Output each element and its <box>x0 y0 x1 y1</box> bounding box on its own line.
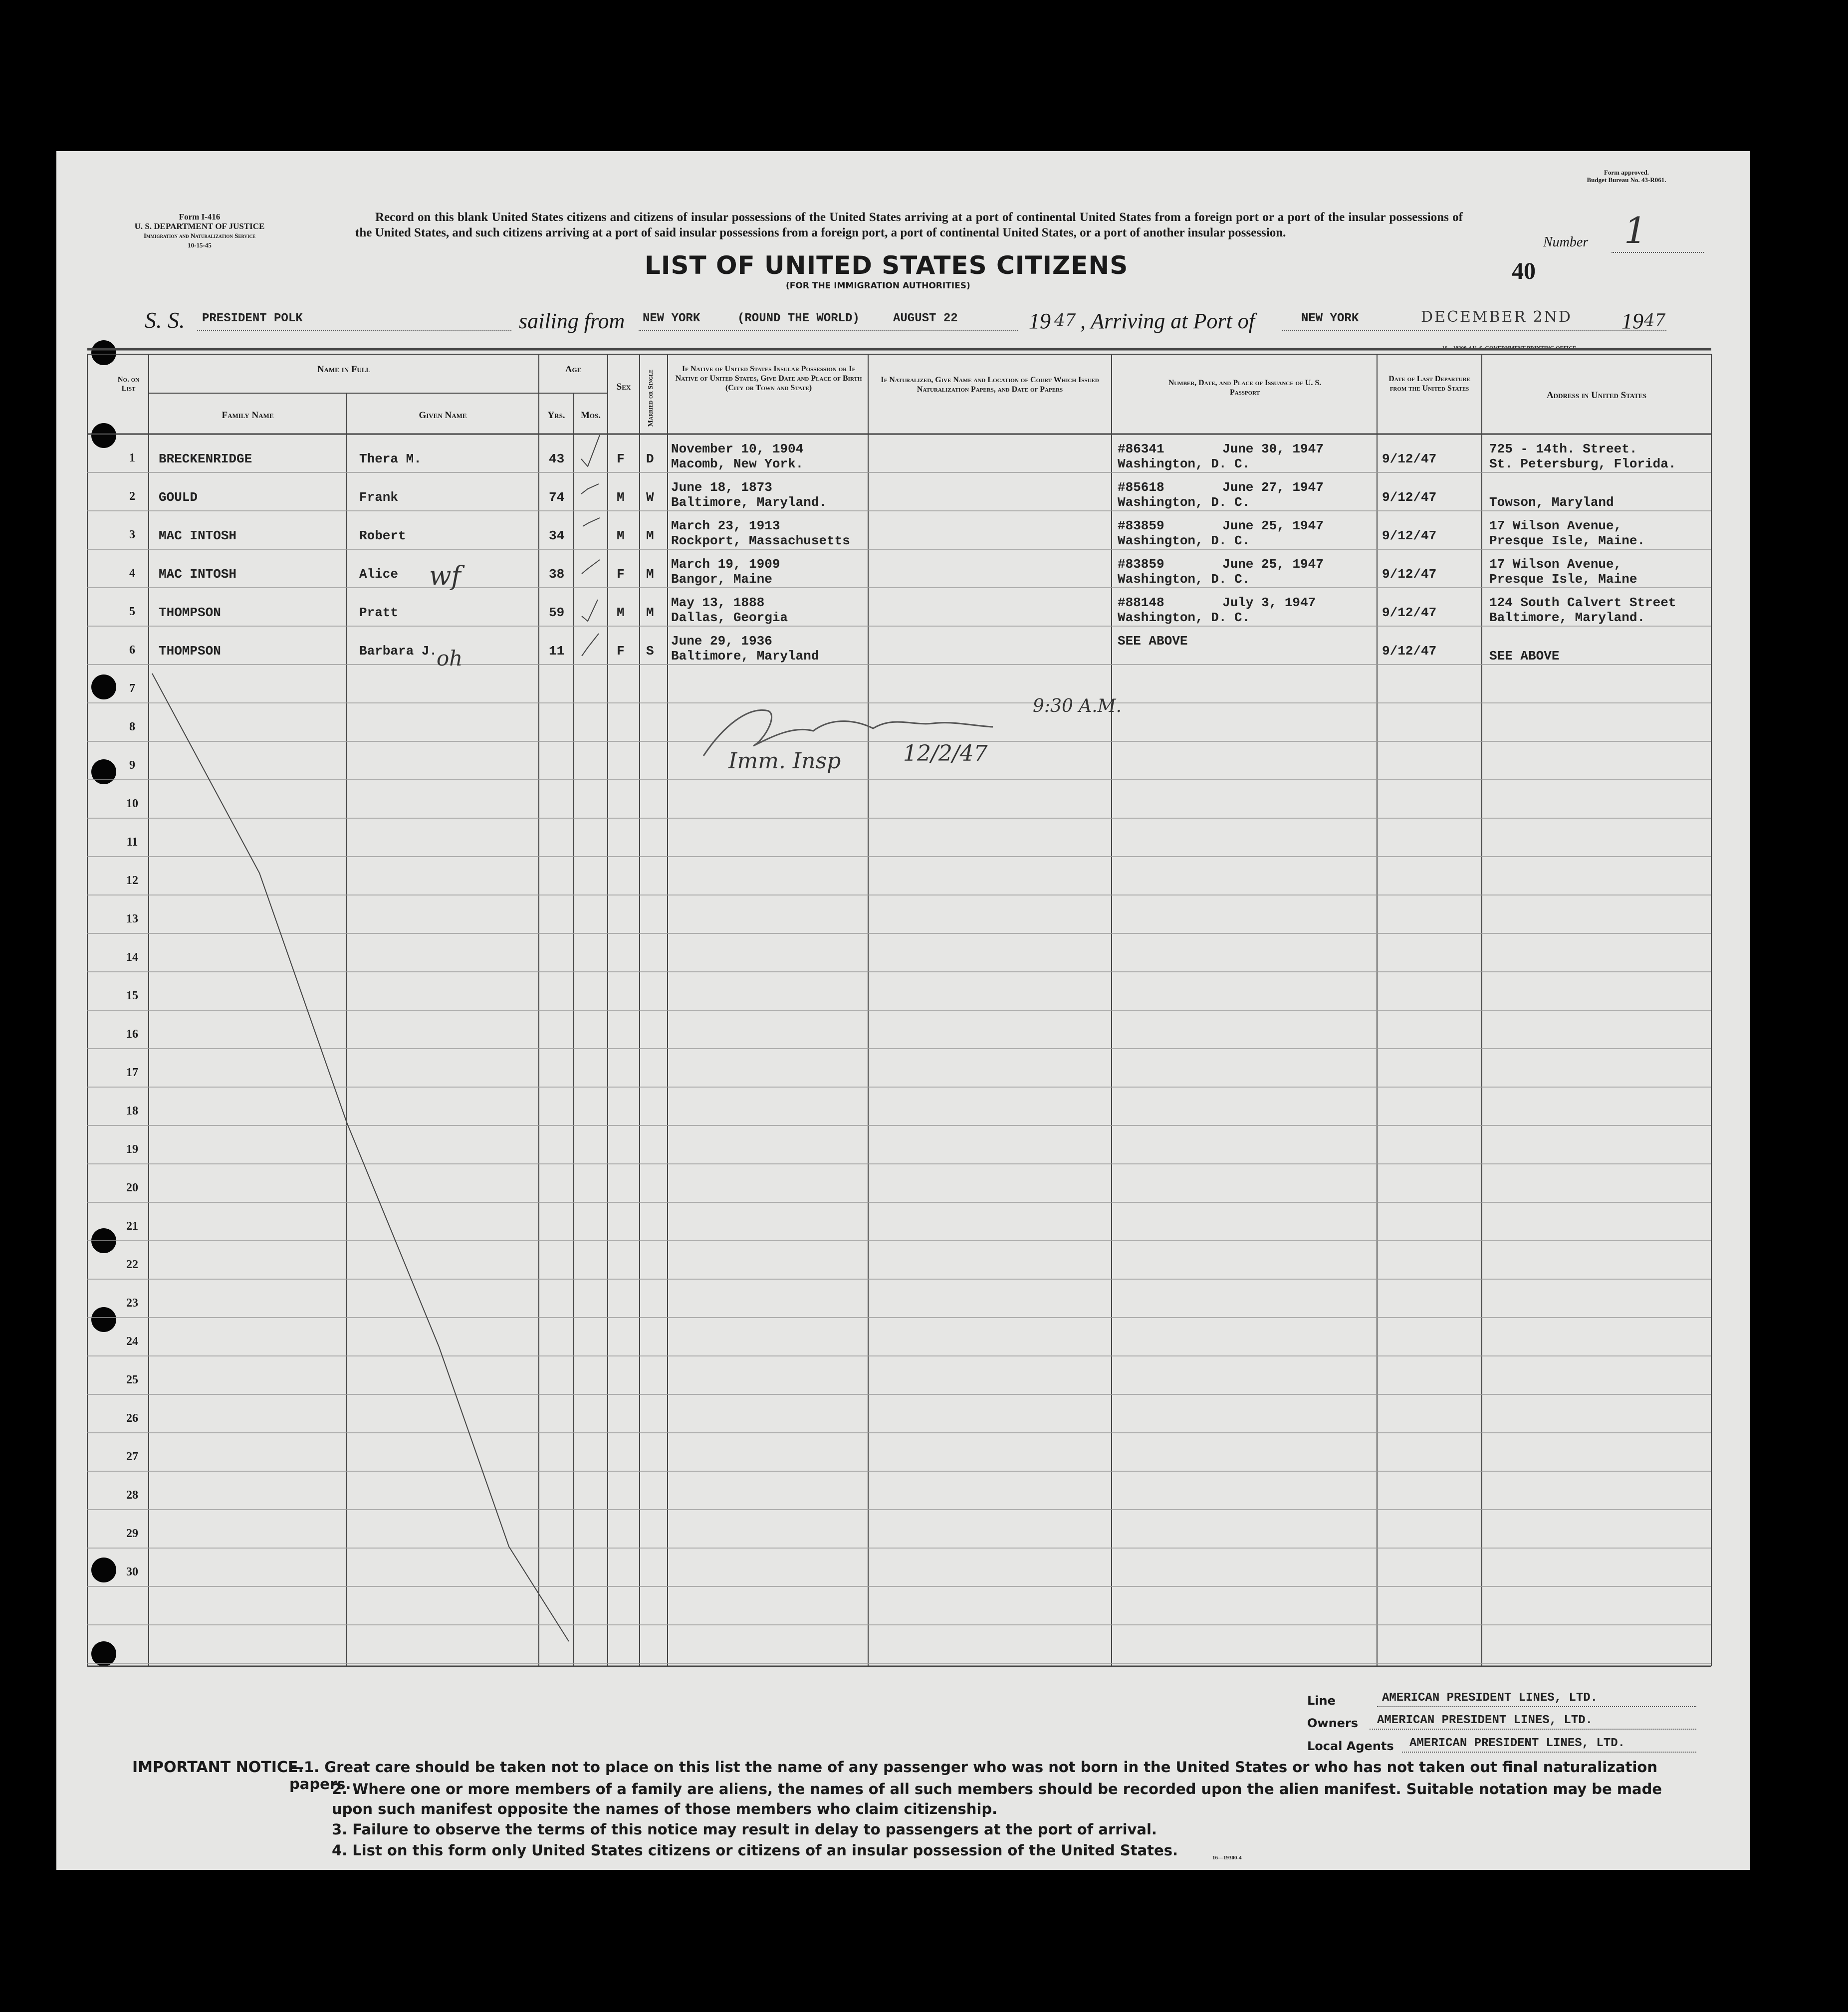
form-date: 10-15-45 <box>188 241 212 249</box>
sex: F <box>617 451 625 466</box>
row-number: 30 <box>126 1565 138 1578</box>
marital-status: W <box>646 490 654 505</box>
passport-place: Washington, D. C. <box>1118 533 1250 548</box>
row-number: 16 <box>126 1028 138 1041</box>
arrival-date: DECEMBER 2ND <box>1421 308 1572 326</box>
passport-number: #83859 <box>1118 557 1164 572</box>
passport-place: Washington, D. C. <box>1118 572 1250 587</box>
birth-place: Bangor, Maine <box>671 572 772 587</box>
year1-prefix: 19 <box>1029 309 1051 333</box>
budget-bureau: Budget Bureau No. 43-R061. <box>1587 176 1666 184</box>
birth-place: Baltimore, Maryland. <box>671 495 827 510</box>
given-name: Barbara J. <box>359 644 438 659</box>
page-stamp: 40 <box>1512 258 1536 284</box>
age-years: 38 <box>549 567 565 582</box>
year1: 47 <box>1054 310 1076 330</box>
row-number: 1 <box>129 451 135 464</box>
col-given: Given Name <box>419 410 467 421</box>
given-name: Frank <box>359 490 399 505</box>
agents-label: Local Agents <box>1307 1739 1394 1753</box>
row-number: 28 <box>126 1489 138 1502</box>
birth-place: Rockport, Massachusetts <box>671 533 850 548</box>
row-number: 20 <box>126 1181 138 1194</box>
family-name: MAC INTOSH <box>159 528 237 543</box>
col-age: Age <box>565 364 582 375</box>
passport-number: #85618 <box>1118 480 1164 495</box>
passport-date: June 25, 1947 <box>1222 557 1324 572</box>
passport-number: SEE ABOVE <box>1118 634 1188 649</box>
row-number: 17 <box>126 1066 138 1079</box>
col-native: If Native of United States Insular Possession or If Native of United States, Give Date and Place of Birth (City or Town and State) <box>675 365 862 392</box>
age-years: 34 <box>549 528 565 543</box>
passport-date: July 3, 1947 <box>1222 595 1316 610</box>
inspection-time: 9:30 A.M. <box>1033 696 1122 716</box>
row-number: 29 <box>126 1527 138 1540</box>
row-number: 21 <box>126 1220 138 1233</box>
passport-number: #86341 <box>1118 442 1164 456</box>
given-name: Pratt <box>359 605 399 620</box>
sex: F <box>617 644 625 659</box>
departure-date: 9/12/47 <box>1382 528 1437 543</box>
col-sex: Sex <box>616 382 631 392</box>
marital-status: M <box>646 528 654 543</box>
initials-barbara: oh <box>437 646 463 671</box>
initials-alice: wf <box>429 561 461 591</box>
route: (ROUND THE WORLD) <box>737 312 860 325</box>
notice-2: 2. Where one or more members of a family are aliens, the names of all such members should be recorded upon the alien manifest. Suitable notation may be made upon such manifest opposite the names of those members who claim citizenship. <box>332 1781 1662 1817</box>
row-number: 18 <box>126 1105 138 1118</box>
row-number: 15 <box>126 989 138 1002</box>
address-line2: Presque Isle, Maine <box>1489 572 1637 587</box>
row-number: 24 <box>126 1335 138 1348</box>
birth-date: November 10, 1904 <box>671 442 804 456</box>
year2-prefix: 19 <box>1621 309 1643 333</box>
departure-port: NEW YORK <box>643 312 700 325</box>
agents-underline <box>1402 1752 1696 1753</box>
departure-date: 9/12/47 <box>1382 567 1437 582</box>
inspection-date: 12/2/47 <box>903 741 988 766</box>
col-naturalized: If Naturalized, Give Name and Location of Court Which Issued Naturalization Papers, and Date of Papers <box>881 376 1099 394</box>
row-number: 27 <box>126 1450 138 1463</box>
age-years: 43 <box>549 451 565 466</box>
sailing-date: AUGUST 22 <box>893 312 958 325</box>
row-number: 11 <box>126 836 138 849</box>
intro-text: Record on this blank United States citizens and citizens of insular possessions of the United States arriving at a port of continental United States from a foreign port or a port of the insular possessions of the United States, and such citizens arriving at a port of said insular possessions from a foreign port, a port of continental United States, or a port of another insular possession. <box>355 211 1463 239</box>
passport-place: Washington, D. C. <box>1118 456 1250 471</box>
owners-value: AMERICAN PRESIDENT LINES, LTD. <box>1377 1714 1593 1727</box>
row-number: 8 <box>129 720 135 733</box>
marital-status: M <box>646 605 654 620</box>
passport-date: June 25, 1947 <box>1222 518 1324 533</box>
arrival-port: NEW YORK <box>1301 312 1359 325</box>
owners-label: Owners <box>1307 1716 1359 1730</box>
age-years: 59 <box>549 605 565 620</box>
row-number: 3 <box>129 528 135 541</box>
birth-date: May 13, 1888 <box>671 595 765 610</box>
birth-date: March 19, 1909 <box>671 557 780 572</box>
row-number: 7 <box>129 682 135 695</box>
row-number: 10 <box>126 797 138 810</box>
notice-3: 3. Failure to observe the terms of this notice may result in delay to passengers at the port of arrival. <box>332 1821 1157 1838</box>
passport-date: June 30, 1947 <box>1222 442 1324 456</box>
col-married: Married or Single <box>647 369 655 427</box>
line-underline <box>1377 1706 1696 1707</box>
family-name: GOULD <box>159 490 198 505</box>
col-address: Address in United States <box>1547 390 1646 401</box>
passport-number: #88148 <box>1118 595 1164 610</box>
gpo-mark: 16—19300-4 U. S. GOVERNMENT PRINTING OFFICE <box>1442 345 1577 351</box>
department: U. S. DEPARTMENT OF JUSTICE <box>134 222 265 231</box>
birth-place: Dallas, Georgia <box>671 610 788 625</box>
row-number: 23 <box>126 1297 138 1310</box>
address-line1: 725 - 14th. Street. <box>1489 442 1637 456</box>
departure-date: 9/12/47 <box>1382 605 1437 620</box>
family-name: THOMPSON <box>159 605 221 620</box>
line-label: Line <box>1307 1694 1336 1708</box>
given-name: Alice <box>359 567 399 582</box>
inspection-label: Imm. Insp <box>728 748 841 774</box>
marital-status: S <box>646 644 654 659</box>
agents-value: AMERICAN PRESIDENT LINES, LTD. <box>1409 1737 1625 1750</box>
row-number: 5 <box>129 605 135 618</box>
row-number: 12 <box>126 874 138 887</box>
address-line2: Presque Isle, Maine. <box>1489 533 1645 548</box>
form-approved: Form approved. <box>1604 169 1649 176</box>
row-number: 13 <box>126 912 138 925</box>
col-family: Family Name <box>222 410 274 421</box>
row-number: 26 <box>126 1412 138 1425</box>
address-line1: 17 Wilson Avenue, <box>1489 557 1622 572</box>
col-no: No. on List <box>117 376 140 393</box>
address-line1: 124 South Calvert Street <box>1489 595 1676 610</box>
departure-date: 9/12/47 <box>1382 490 1437 505</box>
birth-place: Baltimore, Maryland <box>671 649 819 664</box>
sex: M <box>617 490 625 505</box>
family-name: BRECKENRIDGE <box>159 451 252 466</box>
passport-number: #83859 <box>1118 518 1164 533</box>
form-id: Form I-416 <box>179 212 221 222</box>
sailing-label: sailing from <box>519 309 625 333</box>
sex: M <box>617 605 625 620</box>
address-line2: St. Petersburg, Florida. <box>1489 456 1676 471</box>
given-name: Thera M. <box>359 451 422 466</box>
notice-1: —1. Great care should be taken not to place on this list the name of any passenger who was not born in the United States or who has not taken out final naturalization papers. <box>289 1759 1657 1792</box>
address-line2: Baltimore, Maryland. <box>1489 610 1645 625</box>
line-value: AMERICAN PRESIDENT LINES, LTD. <box>1382 1691 1598 1705</box>
given-name: Robert <box>359 528 406 543</box>
row-number: 4 <box>129 567 135 580</box>
row-number: 19 <box>126 1143 138 1156</box>
footer-code: 16—19300-4 <box>1212 1855 1242 1861</box>
col-mos: Mos. <box>580 410 601 421</box>
family-name: MAC INTOSH <box>159 567 237 582</box>
number-label: Number <box>1543 234 1589 250</box>
sex: M <box>617 528 625 543</box>
passport-date: June 27, 1947 <box>1222 480 1324 495</box>
owners-underline <box>1370 1729 1696 1730</box>
departure-date: 9/12/47 <box>1382 451 1437 466</box>
number-value: 1 <box>1624 210 1647 251</box>
row-number: 2 <box>129 490 135 503</box>
ss-label: S. S. <box>145 307 185 333</box>
row-number: 25 <box>126 1373 138 1386</box>
address-line1: 17 Wilson Avenue, <box>1489 518 1622 533</box>
col-yrs: Yrs. <box>547 410 565 421</box>
passport-place: Washington, D. C. <box>1118 610 1250 625</box>
sex: F <box>617 567 625 582</box>
col-name-in-full: Name in Full <box>317 364 371 375</box>
address-line2: SEE ABOVE <box>1489 649 1560 664</box>
row-number: 6 <box>129 644 135 657</box>
family-name: THOMPSON <box>159 644 221 659</box>
arriving-label: , Arriving at Port of <box>1080 309 1255 333</box>
row-number: 9 <box>129 759 135 772</box>
row-number: 22 <box>126 1258 138 1271</box>
birth-date: June 29, 1936 <box>671 634 772 649</box>
age-years: 11 <box>549 644 565 659</box>
age-years: 74 <box>549 490 565 505</box>
address-line2: Towson, Maryland <box>1489 495 1614 510</box>
marital-status: M <box>646 567 654 582</box>
departure-date: 9/12/47 <box>1382 644 1437 659</box>
notice-heading: IMPORTANT NOTICE. <box>132 1759 304 1776</box>
birth-date: March 23, 1913 <box>671 518 780 533</box>
passport-place: Washington, D. C. <box>1118 495 1250 510</box>
row-number: 14 <box>126 951 138 964</box>
ship-name: PRESIDENT POLK <box>202 312 303 325</box>
form-subtitle: (FOR THE IMMIGRATION AUTHORITIES) <box>786 281 970 291</box>
birth-place: Macomb, New York. <box>671 456 804 471</box>
col-departure: Date of Last Departure from the United States <box>1388 375 1470 393</box>
form-title: LIST OF UNITED STATES CITIZENS <box>645 251 1129 280</box>
year2: 47 <box>1644 310 1666 330</box>
marital-status: D <box>646 451 654 466</box>
birth-date: June 18, 1873 <box>671 480 772 495</box>
col-passport: Number, Date, and Place of Issuance of U. S. Passport <box>1168 379 1322 397</box>
check-marks <box>579 429 609 659</box>
service: Immigration and Naturalization Service <box>143 232 256 239</box>
notice-4: 4. List on this form only United States citizens or citizens of an insular possession of the United States. <box>332 1842 1178 1859</box>
